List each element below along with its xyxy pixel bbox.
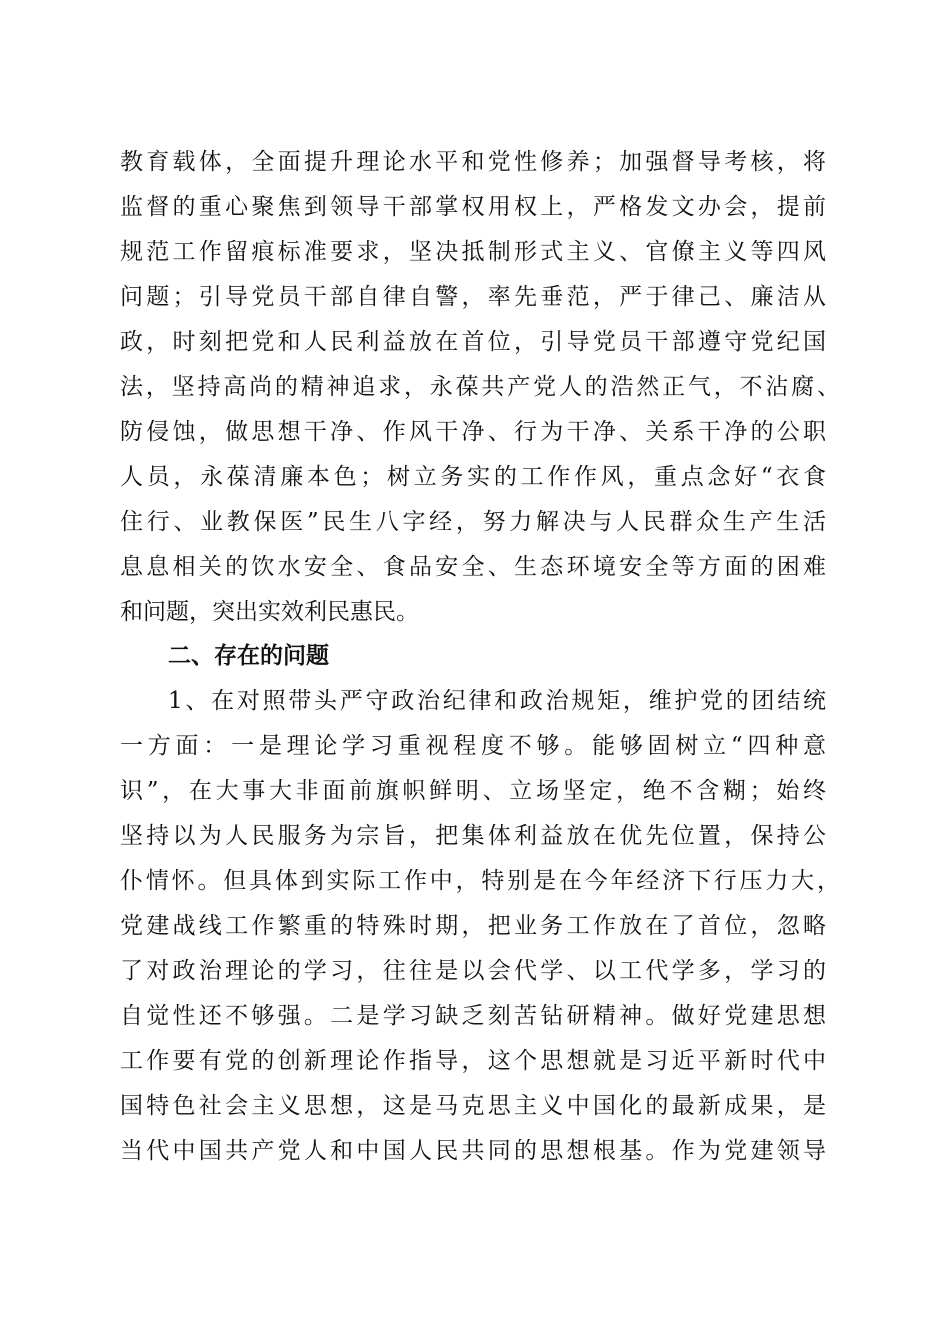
paragraph-1-line-8: 人员，永葆清廉本色；树立务实的工作作风，重点念好“衣食 [120, 464, 826, 490]
paragraph-2-line-6: 党建战线工作繁重的特殊时期，把业务工作放在了首位，忽略 [120, 913, 826, 939]
paragraph-2-line-4: 坚持以为人民服务为宗旨，把集体利益放在优先位置，保持公 [120, 823, 826, 849]
paragraph-2-line-1: 1、在对照带头严守政治纪律和政治规矩，维护党的团结统 [168, 688, 826, 714]
paragraph-1-line-1: 教育载体，全面提升理论水平和党性修养；加强督导考核，将 [120, 149, 826, 175]
paragraph-2-line-3: 识”，在大事大非面前旗帜鲜明、立场坚定，绝不含糊；始终 [120, 778, 826, 804]
section-heading: 二、存在的问题 [168, 643, 329, 669]
paragraph-2-line-10: 国特色社会主义思想，这是马克思主义中国化的最新成果，是 [120, 1093, 826, 1119]
paragraph-1-line-10: 息息相关的饮水安全、食品安全、生态环境安全等方面的困难 [120, 554, 826, 580]
paragraph-1-line-3: 规范工作留痕标准要求，坚决抵制形式主义、官僚主义等四风 [120, 239, 826, 265]
paragraph-1-line-4: 问题；引导党员干部自律自警，率先垂范，严于律己、廉洁从 [120, 284, 826, 310]
paragraph-1-line-11: 和问题，突出实效利民惠民。 [120, 599, 419, 625]
paragraph-1-line-9: 住行、业教保医”民生八字经，努力解决与人民群众生产生活 [120, 509, 826, 535]
paragraph-2-line-7: 了对政治理论的学习，往往是以会代学、以工代学多，学习的 [120, 958, 826, 984]
paragraph-2-line-11: 当代中国共产党人和中国人民共同的思想根基。作为党建领导 [120, 1138, 826, 1164]
paragraph-2-line-9: 工作要有党的创新理论作指导，这个思想就是习近平新时代中 [120, 1048, 826, 1074]
paragraph-1-line-5: 政，时刻把党和人民利益放在首位，引导党员干部遵守党纪国 [120, 329, 826, 355]
paragraph-1-line-2: 监督的重心聚焦到领导干部掌权用权上，严格发文办会，提前 [120, 194, 826, 220]
paragraph-1-line-7: 防侵蚀，做思想干净、作风干净、行为干净、关系干净的公职 [120, 419, 826, 445]
paragraph-2-line-2: 一方面：一是理论学习重视程度不够。能够固树立“四种意 [120, 733, 826, 759]
paragraph-1-line-6: 法，坚持高尚的精神追求，永葆共产党人的浩然正气，不沾腐、 [120, 374, 840, 400]
paragraph-2-line-5: 仆情怀。但具体到实际工作中，特别是在今年经济下行压力大， [120, 868, 840, 894]
paragraph-2-line-8: 自觉性还不够强。二是学习缺乏刻苦钻研精神。做好党建思想 [120, 1003, 826, 1029]
